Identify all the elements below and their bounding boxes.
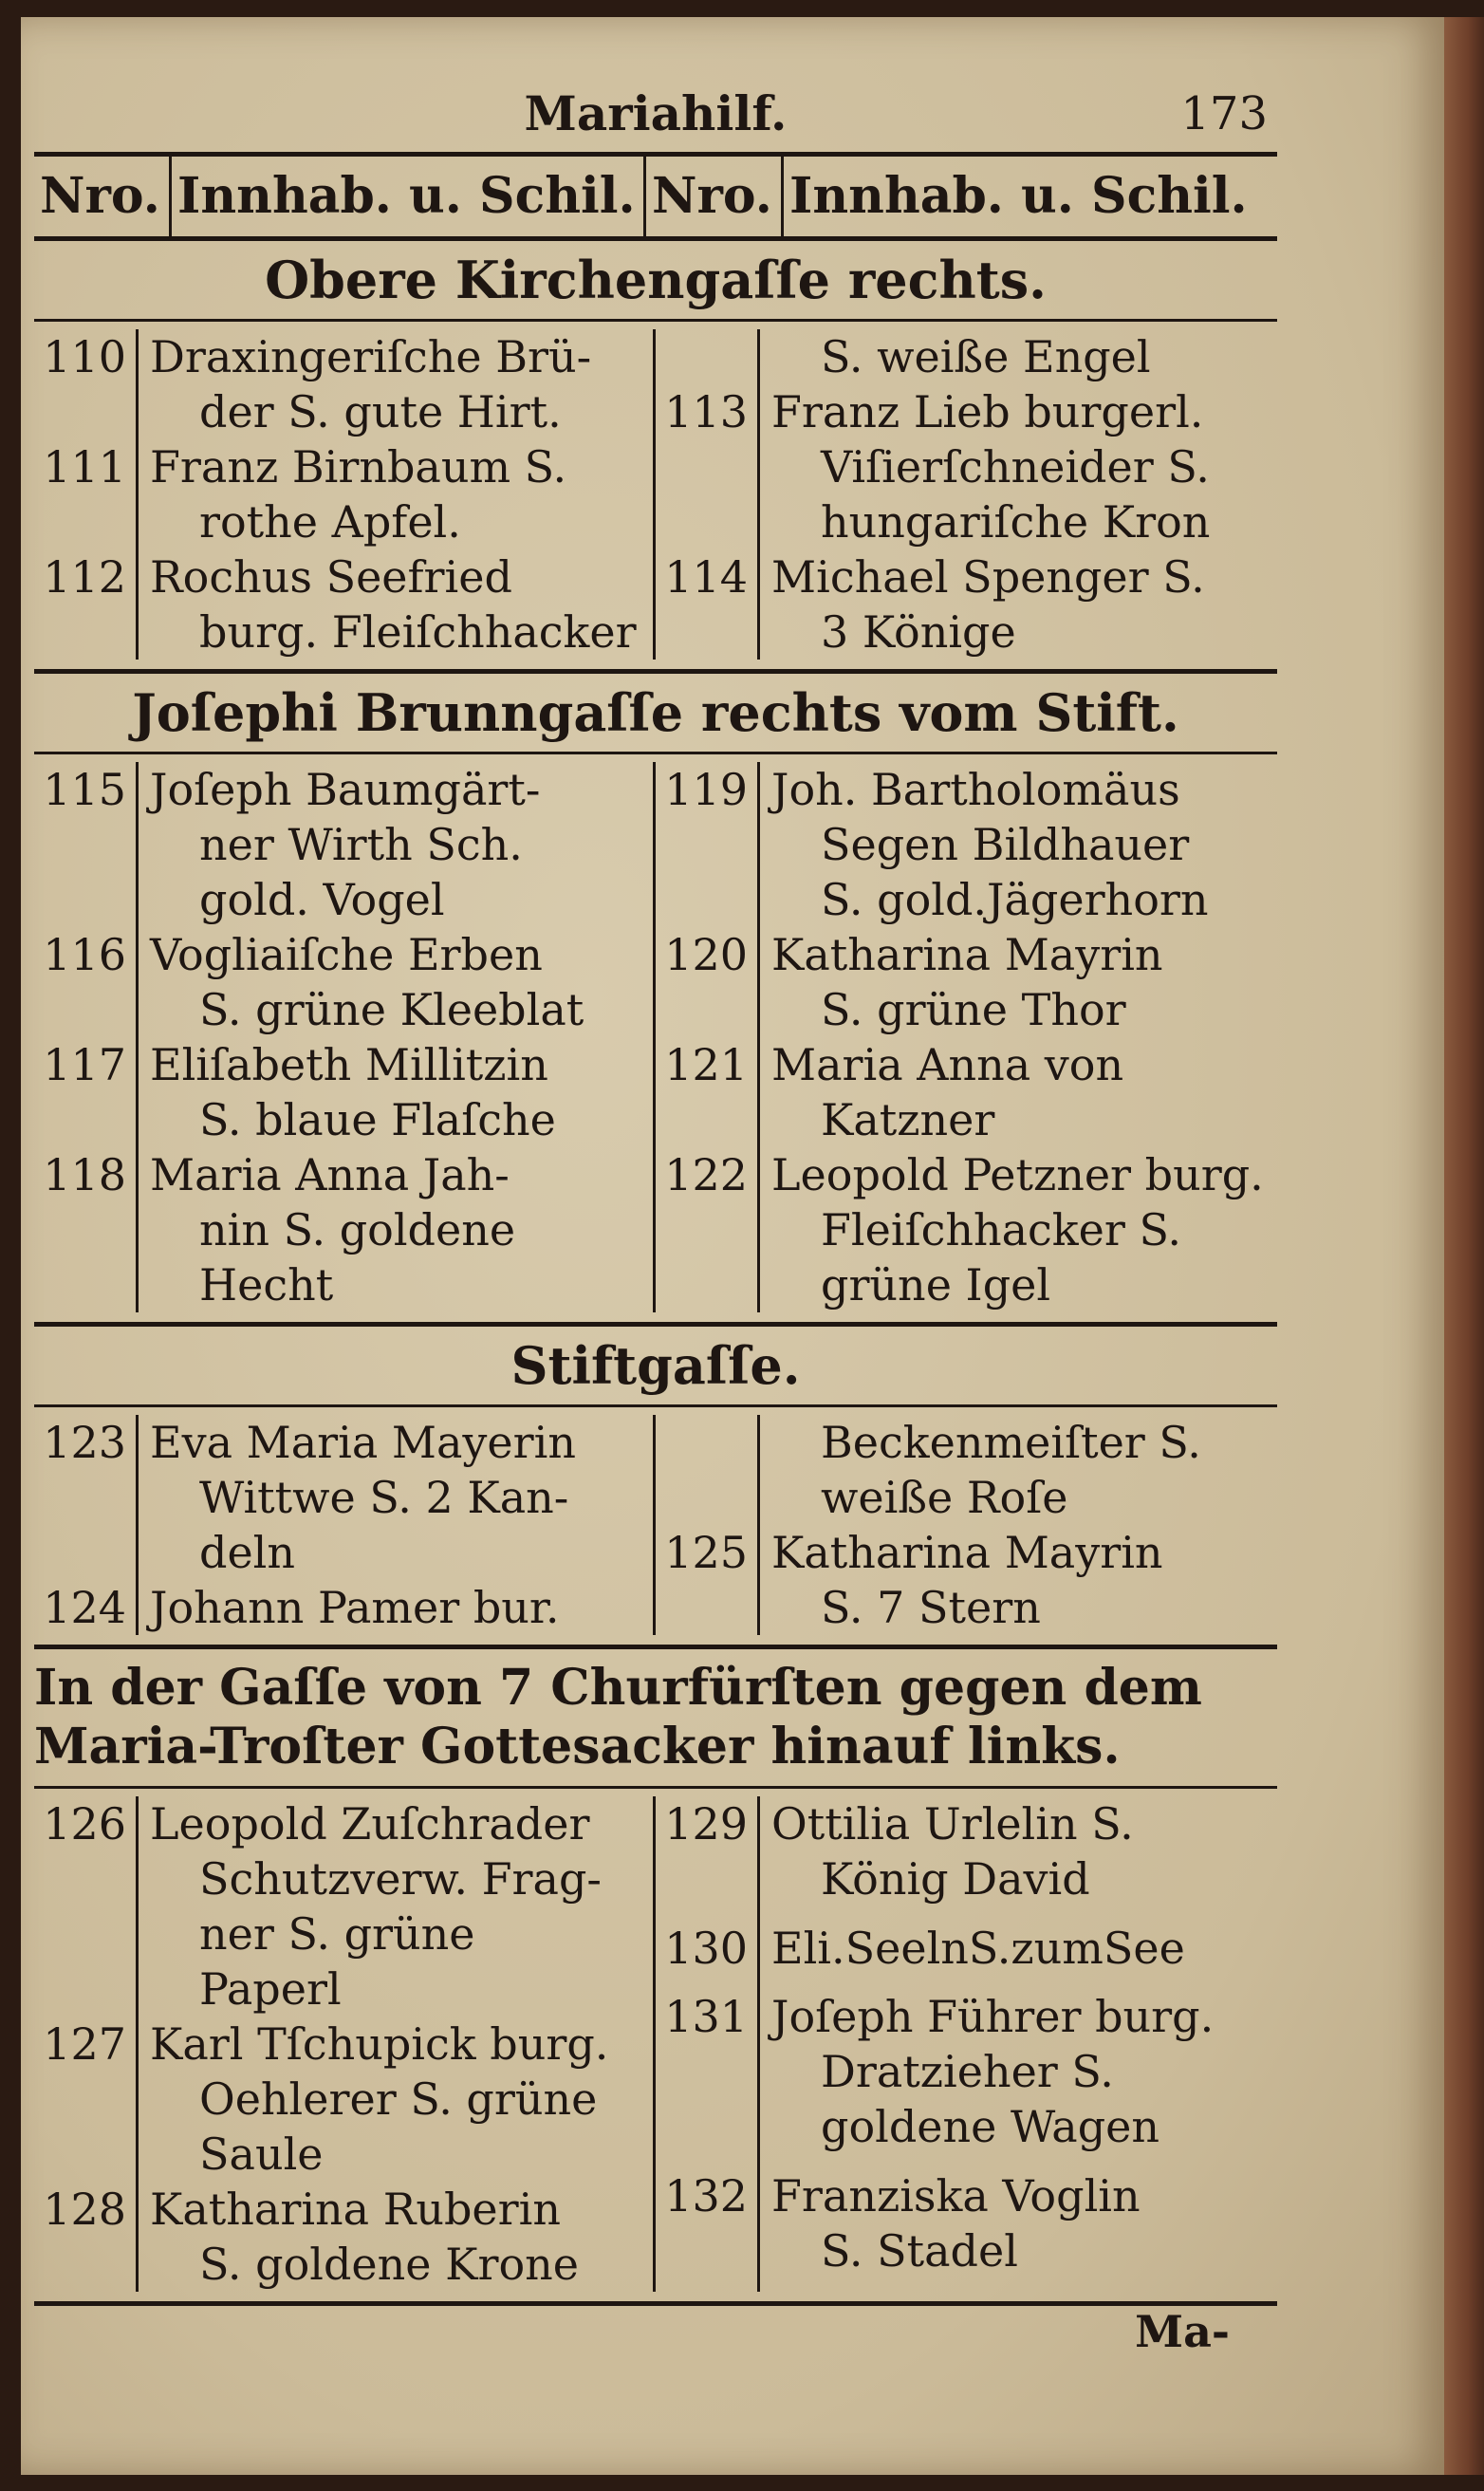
street-sections <box>34 241 1277 2306</box>
section-table <box>34 1407 1277 1645</box>
house-number: 112 <box>34 549 139 660</box>
entry-line: Viſierſchneider S. <box>821 441 1210 493</box>
page-header <box>34 76 1277 152</box>
house-number <box>656 1415 760 1525</box>
street-heading: In der Gaſſe von 7 Churfürſten gegen dem Maria-Troſter Gottesacker hinauf links. <box>34 1659 1202 1775</box>
entry-line: Schutzverw. Frag- <box>199 1853 602 1905</box>
entry-line: Katharina Mayrin <box>771 929 1163 980</box>
house-number: 127 <box>34 2017 139 2182</box>
entry-line: Fleiſchhacker S. <box>821 1204 1181 1255</box>
column-header-owner: Innhab. u. Schil. <box>172 157 646 236</box>
entry-line: S. blaue Flaſche <box>199 1094 556 1145</box>
house-number <box>656 329 760 384</box>
entry-line: Vogliaiſche Erben <box>150 929 543 980</box>
section-column-right <box>656 762 1277 1312</box>
entry-line: goldene Wagen <box>821 2101 1159 2152</box>
owner-entry <box>139 1580 653 1635</box>
street-heading: Stiftgaſſe. <box>510 1335 801 1396</box>
house-number: 132 <box>656 2168 760 2293</box>
page-number: 173 <box>1180 87 1268 140</box>
entry-line: hungariſche Kron <box>821 496 1211 548</box>
house-number: 119 <box>656 762 760 927</box>
entry-line: ner Wirth Sch. <box>199 819 523 870</box>
entry-line: Franz Birnbaum S. <box>150 441 567 493</box>
owner-entry <box>139 927 653 1037</box>
house-number: 125 <box>656 1525 760 1635</box>
entry-line: Leopold Zuſchrader <box>150 1798 590 1850</box>
page-content <box>34 76 1277 2357</box>
entry-line: S. 7 Stern <box>821 1582 1041 1633</box>
entry-line: Draxingeriſche Brü- <box>150 331 592 382</box>
house-number: 115 <box>34 762 139 927</box>
entry-line: Joſeph Führer burg. <box>771 1991 1215 2042</box>
owner-entry <box>760 1037 1277 1147</box>
owner-entry <box>760 1415 1277 1525</box>
owner-entry <box>760 1147 1277 1312</box>
owner-entry <box>760 927 1277 1037</box>
entry-line: Katharina Ruberin <box>150 2184 561 2235</box>
owner-entry <box>139 1415 653 1580</box>
entry-line: ner S. grüne <box>199 1908 475 1960</box>
house-number: 122 <box>656 1147 760 1312</box>
owner-entry <box>760 1796 1277 1921</box>
house-number: 129 <box>656 1796 760 1921</box>
column-header-number: Nro. <box>646 157 784 236</box>
house-number: 121 <box>656 1037 760 1147</box>
entry-line: S. grüne Kleeblat <box>199 984 584 1035</box>
section-column-left <box>34 1796 656 2292</box>
entry-line: 3 Könige <box>821 606 1016 658</box>
owner-entry <box>760 762 1277 927</box>
entry-line: Katzner <box>821 1094 995 1145</box>
entry-line: Joſeph Baumgärt- <box>150 764 541 815</box>
section-column-left <box>34 329 656 660</box>
owner-entry <box>139 2017 653 2182</box>
column-header-number: Nro. <box>34 157 172 236</box>
house-number: 116 <box>34 927 139 1037</box>
owner-entry <box>760 549 1277 660</box>
owner-entry <box>139 329 653 439</box>
section-column-right <box>656 1415 1277 1635</box>
entry-line: Maria Anna von <box>771 1039 1124 1090</box>
owner-entry <box>139 1037 653 1147</box>
section-table <box>34 1789 1277 2301</box>
entry-line: Joh. Bartholomäus <box>771 764 1180 815</box>
owner-entry <box>139 2182 653 2292</box>
owner-entry <box>139 1147 653 1312</box>
owner-entry <box>139 549 653 660</box>
entry-line: Eli.SeelnS.zumSee <box>771 1922 1185 1974</box>
section-table <box>34 754 1277 1322</box>
house-number: 118 <box>34 1147 139 1312</box>
column-headers <box>34 157 1277 236</box>
house-number: 128 <box>34 2182 139 2292</box>
owner-entry <box>760 1921 1277 1990</box>
entry-line: S. gold.Jägerhorn <box>821 874 1209 925</box>
entry-line: S. weiße Engel <box>821 331 1151 382</box>
house-number: 123 <box>34 1415 139 1580</box>
house-number: 113 <box>656 384 760 549</box>
house-number: 110 <box>34 329 139 439</box>
owner-entry <box>760 1525 1277 1635</box>
entry-line: Paperl <box>199 1963 342 2015</box>
entry-line: Franziska Voglin <box>771 2169 1141 2221</box>
entry-line: S. Stadel <box>821 2224 1018 2277</box>
entry-line: weiße Roſe <box>821 1472 1068 1523</box>
entry-line: Dratzieher S. <box>821 2046 1114 2097</box>
entry-line: Maria Anna Jah- <box>150 1149 510 1200</box>
house-number: 124 <box>34 1580 139 1635</box>
house-number: 111 <box>34 439 139 549</box>
entry-line: S. goldene Krone <box>199 2239 580 2290</box>
entry-line: Johann Pamer bur. <box>150 1582 560 1633</box>
section-column-right <box>656 329 1277 660</box>
entry-line: Karl Tſchupick burg. <box>150 2018 609 2070</box>
entry-line: Eva Maria Mayerin <box>150 1417 576 1468</box>
entry-line: Katharina Mayrin <box>771 1527 1163 1578</box>
house-number: 130 <box>656 1921 760 1990</box>
street-heading: Joſephi Brunngaſſe rechts vom Stift. <box>132 682 1179 743</box>
owner-entry <box>139 1796 653 2017</box>
entry-line: Oehlerer S. grüne <box>199 2073 598 2125</box>
owner-entry <box>139 762 653 927</box>
entry-line: König David <box>821 1853 1090 1905</box>
section-column-right <box>656 1796 1277 2292</box>
entry-line: rothe Apfel. <box>199 496 461 548</box>
entry-line: Rochus Seefried <box>150 551 512 603</box>
owner-entry <box>760 1989 1277 2168</box>
house-number: 114 <box>656 549 760 660</box>
entry-line: deln <box>199 1527 296 1578</box>
page-title: Mariahilf. <box>524 85 788 141</box>
entry-line: Hecht <box>199 1259 334 1311</box>
entry-line: Wittwe S. 2 Kan- <box>199 1472 569 1523</box>
entry-line: Beckenmeiſter S. <box>821 1417 1201 1468</box>
owner-entry <box>760 2168 1277 2293</box>
entry-line: der S. gute Hirt. <box>199 386 562 437</box>
entry-line: gold. Vogel <box>199 874 445 925</box>
entry-line: nin S. goldene <box>199 1204 516 1255</box>
column-header-owner: Innhab. u. Schil. <box>789 167 1248 225</box>
entry-line: Franz Lieb burgerl. <box>771 386 1204 437</box>
book-edge <box>1444 17 1484 2475</box>
owner-entry <box>760 329 1277 384</box>
house-number: 126 <box>34 1796 139 2017</box>
owner-entry <box>760 384 1277 549</box>
entry-line: Eliſabeth Millitzin <box>150 1039 548 1090</box>
entry-line: Segen Bildhauer <box>821 819 1190 870</box>
house-number: 120 <box>656 927 760 1037</box>
house-number: 117 <box>34 1037 139 1147</box>
house-number: 131 <box>656 1989 760 2168</box>
entry-line: Saule <box>199 2129 324 2180</box>
owner-entry <box>139 439 653 549</box>
catchword: Ma- <box>1135 2306 1230 2357</box>
street-heading: Obere Kirchengaſſe rechts. <box>265 250 1047 310</box>
entry-line: S. grüne Thor <box>821 984 1126 1035</box>
entry-line: grüne Igel <box>821 1259 1051 1311</box>
entry-line: Ottilia Urlelin S. <box>771 1798 1134 1850</box>
entry-line: Leopold Petzner burg. <box>771 1149 1264 1200</box>
entry-line: burg. Fleiſchhacker <box>199 606 637 658</box>
section-column-left <box>34 1415 656 1635</box>
entry-line: Michael Spenger S. <box>771 551 1205 603</box>
section-column-left <box>34 762 656 1312</box>
section-table <box>34 322 1277 669</box>
